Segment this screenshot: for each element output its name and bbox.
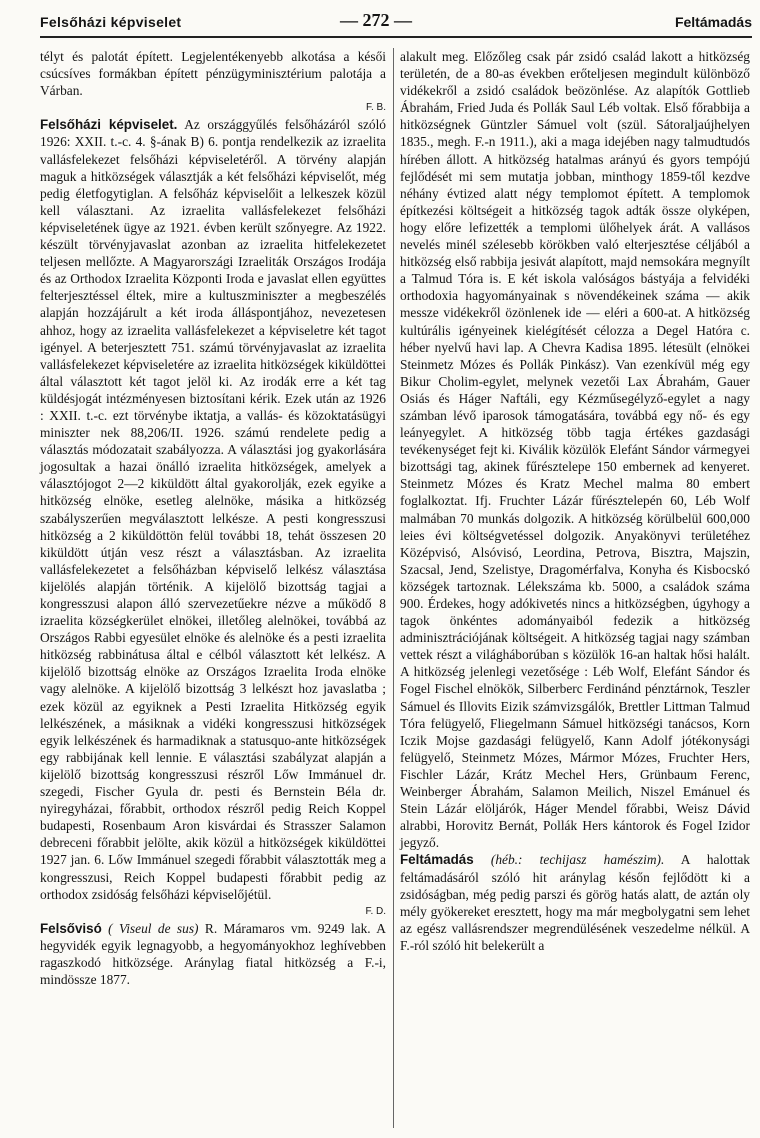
header-rule <box>40 36 752 38</box>
right-column <box>400 48 750 954</box>
header-left-title: Felsőházi képviselet <box>40 14 182 30</box>
entry-paragraph <box>40 116 386 919</box>
column-divider <box>393 48 394 1128</box>
author-signature: F. D. <box>365 905 386 917</box>
entry-alt-name: (héb.: techijasz hamészim). <box>490 852 665 868</box>
paragraph-text: A halottak feltámadásáról szóló hit aránylag későn fejlődött ki a zsidóságban, még pedig parszi és görög hatás alatt, de aztán oly mély gyökereket eresztett, hogy ma már megbolygatni sem lehet az egész vallásrendszer megrendülésének veszedelme nélkül. A F.-ról szóló hit belekerült a <box>400 852 750 953</box>
paragraph <box>40 48 386 116</box>
entry-title: Felsővisó <box>40 920 102 936</box>
paragraph-text: Az országgyűlés felsőházáról szóló 1926: XXII. t.-c. 4. §-ának B) 6. pontja rendelkezik az izraelita vallásfelekezet felsőházi képviseletéről. A törvény alapján maguk a hitközségek választják a két felsőházi képviselőt, még pedig életfogytiglan. A felsőház képviselőit a lelkeszek közül kell választani. Az izraelita vallásfelekezet felsőházi képviseletének ügye az 1921. évben került szőnyegre. Az 1922. készült törvényjavaslat azonban az izraelita hitfelekezetet teljesen mellőzte. A Magyarországi Izraeliták Országos Irodája és az Orthodox Izraelita Központi Iroda e javaslat ellen együttes felterjesztéssel éltek, mire a kultuszminiszter a megbeszélés alapján hozzájárult a két iroda álláspontjához, nevezetesen ahhoz, hogy az izraelita vallásfelekezet a képviseletre két tagot igényel. A beterjesztett 751. számú törvényjavaslat az izraelita vallásfelekezet képviseletére az izraelita hitközségek kiküldöttei által választott két tagot jelöl ki. Az irodák erre a két tag küldésjogát intézményesen biztosítani kérik. Ezek után az 1926 : XXII. t.-c. ezt törvénybe iktatja, a vallás- és közoktatásügyi miniszter nek 88,206/II. 1926. számú rendelete pedig a választás módozatait szabályozza. A választási jog gyakorlására jogosultak a hazai önálló izraelita hitközségek, amelyek a választójogot 2—2 kiküldött által gyakorolják, ezek egyike a hitközség elnöke, esetleg alelnöke, másika a hitközség szabályszerűen megválasztott lelkésze. A pesti kongresszusi hitközség a 2 kiküldöttön felül további 18, tehát összesen 20 kiküldött útján vesz részt a választásban. Az izraelita vallásfelekezetet a felsőházban képviselő lelkész választása kijelölés alapján történik. A kijelölő bizottság tagjai a kongresszusi alapon álló szervezetűekre nézve a működő 8 izraelita községkerület elnökei, illetőleg alelnökei, továbbá az Országos Rabbi egyesület elnöke és alelnöke és a pesti izraelita hitközség rabbinátusa által e célból választott két lelkész. A kijelölő bizottság elnöke az Országos Izraelita Iroda elnöke vagy alelnöke. A kijelölő bizottság 3 lelkészt hoz javaslatba ; ezek közül az egyiknek a Pesti Izraelita Hitközség egyik lelkészének, a másiknak a vidéki kongresszusi hitközségek egyik lelkészének és harmadiknak a statusquo-ante hitközségek egy rabbijának kell lennie. E választási szabályzat alapján a kijelölő bizottság kongresszusi részről Lőw Immánuel dr. szegedi, Fischer Gyula dr. pesti és Bernstein Béla dr. nyiregyházai, főrabbit, orthodox részről pedig Reich Koppel budapesti, Rosenbaum Aron kisvárdai és Strasszer Salamon debreceni főrabbit jelölte, akik közül a hitközségek kiküldöttei 1927 jan. 6. Lőw Immánuel szegedi főrabbit választották meg a kongresszusi, Reich Koppel budapesti főrabbit pedig az orthodox zsidóság felsőházi képviselőjétül. <box>40 117 386 902</box>
entry-paragraph <box>40 920 386 988</box>
paragraph-text: télyt és palotát épített. Legjelentékenyebb alkotása a késői csúcsíves formákban épített pénzügyminisztérium palotája a Várban. <box>40 49 386 99</box>
paragraph-text: alakult meg. Előzőleg csak pár zsidó család lakott a hitközség területén, de a 80-as években erőteljesen megindult különböző vidékekről a zsidó családok beözönlése. Az alapítók Gottlieb Ábrahám, Fried Juda és Pollák Saul Léb voltak. Első főrabbija a hitközségnek Güntzler Sámuel volt (szül. Sátoraljaújhelyen 1835., megh. F.-n 1911.), aki a maga idejében nagy talmudtudós hírében állott. A hitközség hatalmas arányú és gyors tempójú fejlődését mi sem mutatja jobban, minthogy 1859-től kezdve néhány évtized alatt négy templomot épített. A templomok építkezési költségeit a hitközség tagok adták össze olyképen, hogy előre lefizették a templomi ülőhelyek árát. A vallásos nevelés minél szélesebb körökben való elterjesztése céljából a hitközség első rabbija jesivát alapított, majd nemsokára megnyílt a Talmud Tóra is. E két iskola valóságos bástyája a felvidéki orthodoxia hagyományainak s növendékeinek száma — akik messze vidékekről özönlenek ide — eléri a 600-at. A hitközség kultúrális igényeinek kielégítését célozza a Degel Hatóra c. héber nyelvű havi lap. A Chevra Kadisa 1895. létesült (elnökei Steinmetz Mózes és Pollák Pinkász). Van ezenkívül még egy Bikur Cholim-egylet, melynek vezetői Lax Ábrahám, Gauer Osiás és Háger Naftáli, egy Kézműsegélyző-egylet a nagy számban lévő iparosok támogatására, továbbá egy nő- és egy leányegylet. A hitközség több tagja értékes gazdasági tevékenységet fejt ki. Kiválik közülök Elefánt Sándor vármegyei bizottsági tag, akinek fűrésztelepe 150 embernek ad kenyeret. Steinmetz Mózes és Kratz Mechel malma 80 embert foglalkoztat. Ifj. Fruchter Lázár fűrésztelepén 60, Léb Wolf malmában 70 munkás dolgozik. A hitközség körülbelül 600,000 leies évi költségvetéssel dolgozik. Anyakönyvi területéhez Középvisó, Alsóvisó, Leordina, Petrova, Bisztra, Majszin, Szacsal, Jend, Szelistye, Dragomérfalva, Konyha és Kisbocskó községek tartoznak. Lélekszáma kb. 5000, a családok száma 900. Érdekes, hogy adókivetés nincs a hitközségben, úgyhogy a tagok önkéntes adományaiból fedezik a hitközség adminisztrációjának költségeit. A hitközség tagjai nagy számban vettek részt a világháborúban s közülök 16-an haltak hősi halált. A hitközség jelenlegi vezetősége : Léb Wolf, Elefánt Sándor és Fogel Fischel elnökök, Silberberc Ferdinánd pénztárnok, Teszler Sámuel és Illovits Eizik számvizsgálók, Brettler Littman Talmud Tóra felügyelő, Fliegelmann Sámuel hitközségi tanácsos, Korn Iczik Mojse gazdasági felügyelő, Kann Adolf jótékonysági felügyelő, Steinmetz Mózes, Mármor Mózes, Fruchter Hers, Fischler Lázár, Krátz Mechel Hers, Grünbaum Ferenc, Weinberger Ábrahám, Salamon Meilich, Niszel Emánuel és Stein Lázár elöljárók, Háger Mendel főrabbi, Weisz Dávid alrabbi, Horovitz Bernát, Pollák Hers kántorok és Fogel Izidor jegyző. <box>400 49 750 851</box>
entry-title: Felsőházi képviselet. <box>40 117 178 133</box>
paragraph <box>400 48 750 851</box>
entry-paragraph <box>400 851 750 954</box>
entry-alt-name: ( Viseul de sus) <box>108 920 199 936</box>
paragraph-text: R. Máramaros vm. 9249 lak. A hegyvidék egyik legnagyobb, a hegyományokhoz leghívebben ragaszkodó hitközsége. Aránylag fiatal hitközség a F.-i, mindössze 1877. <box>40 920 386 988</box>
left-column <box>40 48 386 988</box>
running-header <box>40 8 752 34</box>
author-signature: F. B. <box>365 102 386 114</box>
page-number: — 272 — <box>340 10 412 30</box>
header-right-title: Feltámadás <box>674 14 752 30</box>
entry-title: Feltámadás <box>400 852 474 868</box>
